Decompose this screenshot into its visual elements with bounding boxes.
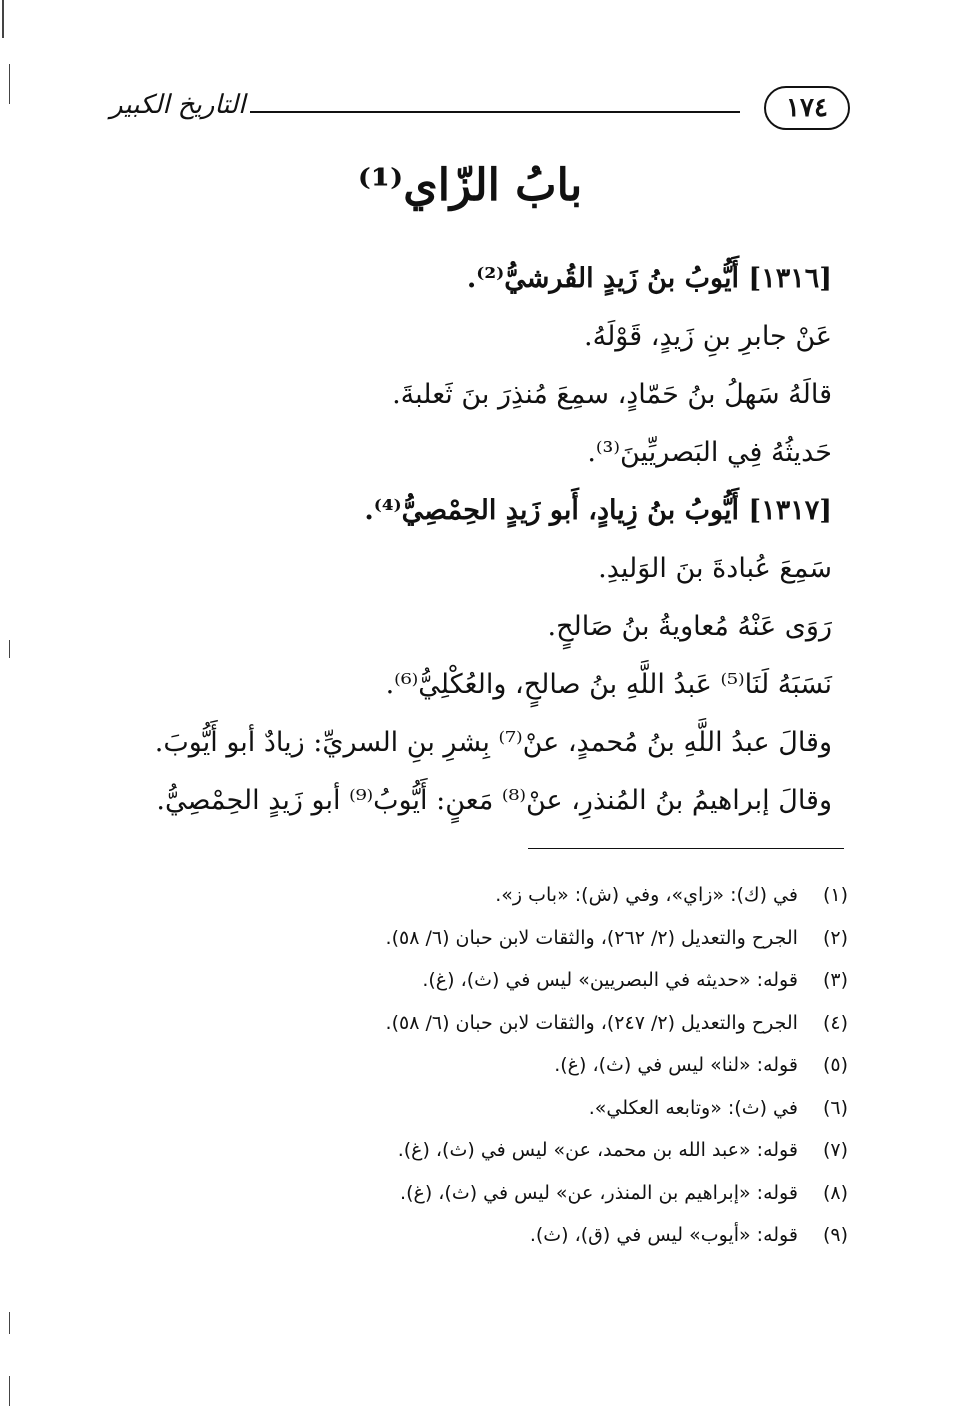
footnote	[148, 1002, 848, 1045]
text-line: وقالَ عبدُ اللَّهِ بنُ مُحمدٍ، عنْ⁽⁷⁾ بِشرِ بنِ السريِّ: زيادٌ أبو أَيُّوبَ.	[154, 727, 832, 758]
footnotes	[148, 874, 848, 1257]
text-line: رَوَى عَنْهُ مُعاويةُ بنُ صَالحٍ.	[547, 611, 832, 642]
footnote	[148, 1087, 848, 1130]
footnote	[148, 1214, 848, 1257]
footnote-number: (٢)	[822, 926, 848, 949]
chapter-title: بابُ الزّاي⁽¹⁾	[357, 160, 583, 211]
footnote	[148, 874, 848, 917]
text-line: نَسَبَهُ لَنَا⁽⁵⁾ عَبدُ اللَّهِ بنُ صالحٍ، والعُكْلِيُّ⁽⁶⁾.	[385, 669, 832, 700]
footnote-text: قوله: «لنا» ليس في (ث)، (غ).	[554, 1054, 798, 1076]
footnote-number: (٥)	[822, 1054, 848, 1076]
footnote-number: (٦)	[822, 1096, 848, 1119]
footnote-text: قوله: «عبد الله بن محمد، عن» ليس في (ث)، (غ).	[397, 1139, 798, 1161]
footnote-text: قوله: «إبراهيم بن المنذر، عن» ليس في (ث)، (غ).	[400, 1181, 798, 1204]
book-title: التاريخ الكبير	[110, 90, 246, 120]
text-line: قالَهُ سَهلُ بنُ حَمّادٍ، سمِعَ مُنذِرَ بنَ ثَعلبةَ.	[392, 379, 832, 410]
footnote-number: (١)	[822, 884, 848, 906]
page-edge-mark	[9, 1312, 10, 1334]
footnote-number: (٧)	[822, 1139, 848, 1161]
text-line: وقالَ إبراهيمُ بنُ المُنذرِ، عنْ⁽⁸⁾ مَعنٍ: أَيُّوبُ⁽⁹⁾ أبو زَيدٍ الحِمْصِيُّ.	[156, 785, 832, 816]
footnote-text: في (ك): «زاي»، وفي (ش): «باب ز».	[495, 884, 798, 906]
entry-heading: [١٣١٦] أَيُّوبُ بنُ زَيدٍ القُرشيُّ⁽²⁾.	[466, 263, 832, 294]
footnote-text: في (ث): «وتابعه العكلي».	[588, 1096, 798, 1119]
footnote-text: الجرح والتعديل (٢/ ٢٤٧)، والثقات لابن حبان (٦/ ٥٨).	[385, 1011, 798, 1034]
footnote-number: (٤)	[822, 1011, 848, 1034]
text-line: عَنْ جابرِ بنِ زَيدٍ، قَوْلَهُ.	[584, 321, 832, 352]
footnote-text: قوله: «حديثه في البصريين» ليس في (ث)، (غ).	[422, 969, 798, 991]
footnote-number: (٣)	[822, 969, 848, 991]
page-edge-mark	[9, 64, 10, 104]
page-edge-mark	[2, 0, 4, 38]
footnote-text: قوله: «أيوب» ليس في (ق)، (ث).	[529, 1224, 798, 1246]
page-edge-mark	[9, 1376, 10, 1406]
page-number: ١٧٤	[764, 86, 850, 130]
footnote-separator	[528, 848, 844, 849]
entry-heading: [١٣١٧] أَيُّوبُ بنُ زِيادٍ، أَبو زَيدٍ الحِمْصِيُّ⁽⁴⁾.	[364, 495, 832, 526]
footnote	[148, 917, 848, 960]
footnote	[148, 1172, 848, 1215]
text-line: حَديثُهُ فِي البَصريِّينَ⁽³⁾.	[587, 437, 832, 468]
footnote-number: (٨)	[822, 1181, 848, 1204]
footnote	[148, 1044, 848, 1087]
running-header	[110, 86, 850, 132]
footnote-text: الجرح والتعديل (٢/ ٢٦٢)، والثقات لابن حبان (٦/ ٥٨).	[385, 926, 798, 949]
page-edge-mark	[9, 640, 10, 658]
footnote	[148, 1129, 848, 1172]
footnote	[148, 959, 848, 1002]
body-text	[154, 250, 832, 830]
header-rule	[250, 111, 740, 113]
text-line: سَمِعَ عُبادةَ بنَ الوَليدِ.	[598, 553, 832, 584]
footnote-number: (٩)	[822, 1224, 848, 1246]
